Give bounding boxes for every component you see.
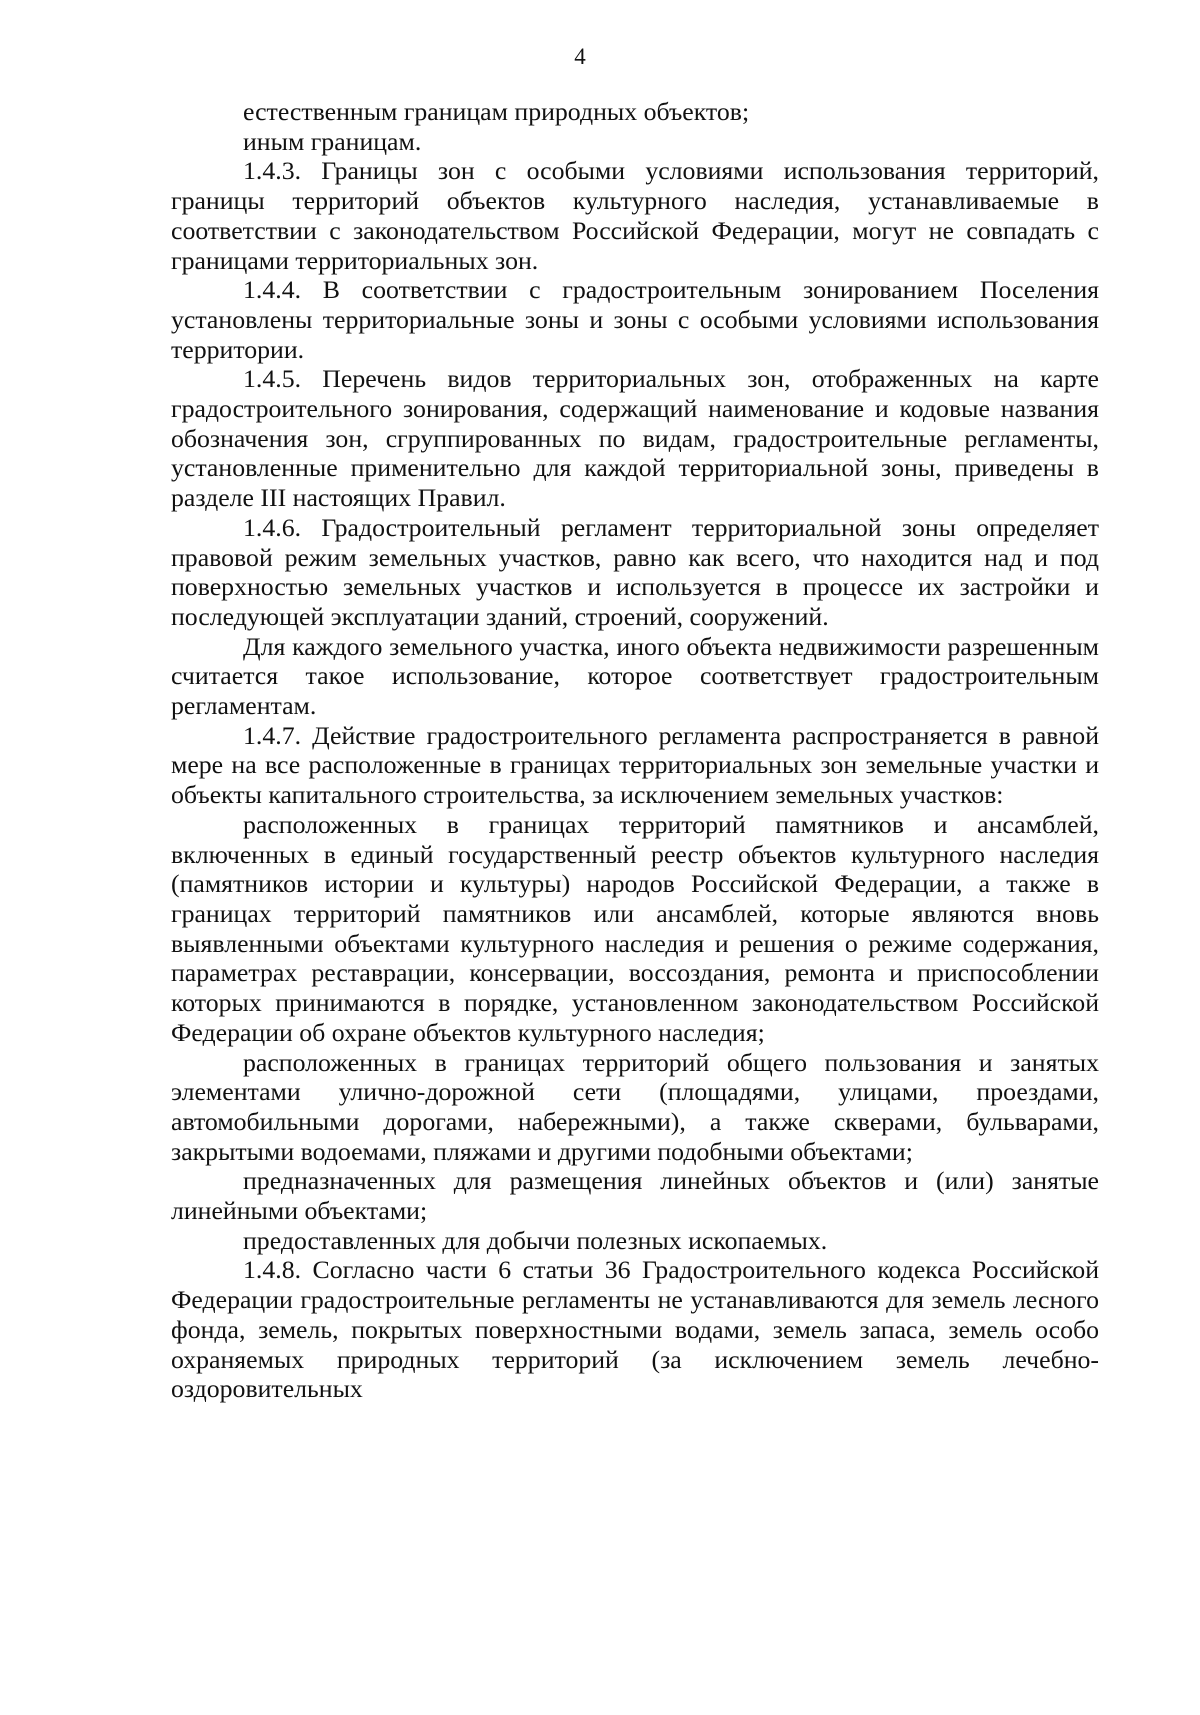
page-number: 4	[574, 44, 586, 69]
paragraph-natural-boundaries: естественным границам природных объектов;	[243, 97, 750, 126]
paragraph-linear-objects: предназначенных для размещения линейных объектов и (или) занятые линейными объектами;	[171, 1166, 1099, 1226]
paragraph-1-4-3: 1.4.3. Границы зон с особыми условиями использования территорий, границы территорий объектов культурного наследия, устанавливаемые в соответствии с законодательством Российской Федерации, могут не совпадать с границами территориальных зон.	[171, 156, 1099, 275]
paragraph-permitted-use: Для каждого земельного участка, иного объекта недвижимости разрешенным считается такое использование, которое соответствует градостроительным регламентам.	[171, 631, 1099, 721]
paragraph-1-4-4: 1.4.4. В соответствии с градостроительным зонированием Поселения установлены территориальные зоны и зоны с особыми условиями использования территории.	[171, 275, 1099, 364]
paragraph-1-4-6: 1.4.6. Градостроительный регламент территориальной зоны определяет правовой режим земельных участков, равно как всего, что находится над и под поверхностью земельных участков и используется в процессе их застройки и последующей эксплуатации зданий, строений, сооружений.	[171, 512, 1099, 631]
paragraph-1-4-7: 1.4.7. Действие градостроительного регламента распространяется в равной мере на все расположенные в границах территориальных зон земельные участки и объекты капитального строительства, за исключением земельных участков:	[171, 720, 1099, 810]
paragraph-other-boundaries: иным границам.	[243, 126, 422, 156]
paragraph-heritage-territories: расположенных в границах территорий памятников и ансамблей, включенных в единый государственный реестр объектов культурного наследия (памятников истории и культуры) народов Российской Федерации, а также в границах территорий памятников или ансамблей, которые являются вновь выявленными объектами культурного наследия и решения о режиме содержания, параметрах реставрации, консервации, воссоздания, ремонта и приспособлении которых принимаются в порядке, установленном законодательством Российской Федерации об охране объектов культурного наследия;	[171, 809, 1099, 1047]
paragraph-1-4-5: 1.4.5. Перечень видов территориальных зон, отображенных на карте градостроительного зонирования, содержащий наименование и кодовые названия обозначения зон, сгруппированных по видам, градостроительные регламенты, установленные применительно для каждой территориальной зоны, приведены в разделе III настоящих Правил.	[171, 364, 1099, 513]
paragraph-public-use-territories: расположенных в границах территорий общего пользования и занятых элементами улично-дорожной сети (площадями, улицами, проездами, автомобильными дорогами, набережными), а также скверами, бульварами, закрытыми водоемами, пляжами и другими подобными объектами;	[171, 1047, 1099, 1166]
paragraph-1-4-8: 1.4.8. Согласно части 6 статьи 36 Градостроительного кодекса Российской Федерации градостроительные регламенты не устанавливаются для земель лесного фонда, земель, покрытых поверхностными водами, земель запаса, земель особо охраняемых природных территорий (за исключением земель лечебно-оздоровительных	[171, 1255, 1099, 1404]
document-body	[171, 97, 1099, 1404]
paragraph-mineral-extraction: предоставленных для добычи полезных ископаемых.	[243, 1225, 828, 1255]
